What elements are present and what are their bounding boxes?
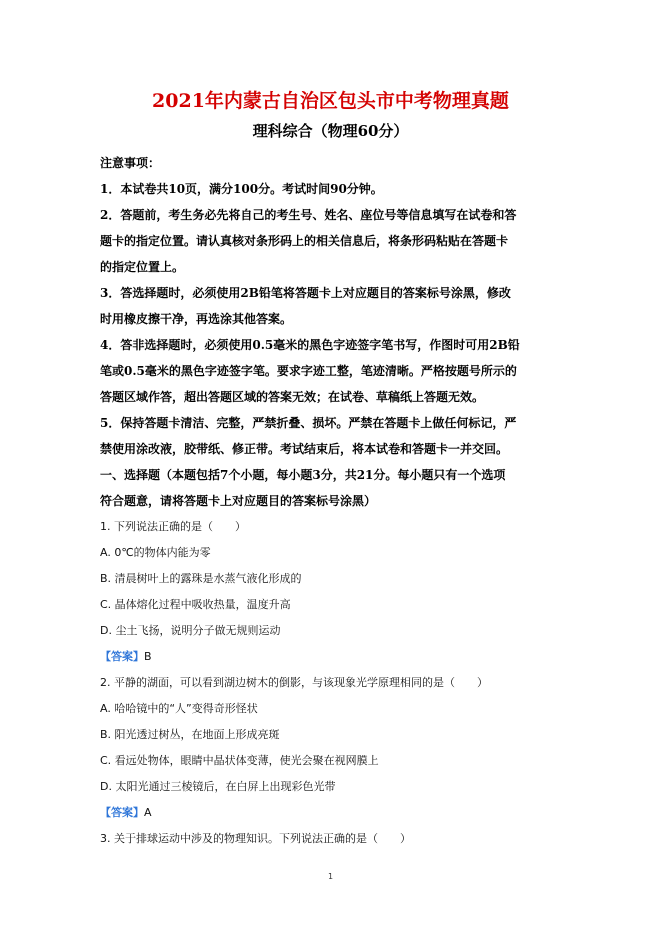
document-title: 2021年内蒙古自治区包头市中考物理真题 [152,90,509,112]
notice-line: 5．保持答题卡清洁、完整，严禁折叠、损坏。严禁在答题卡上做任何标记，严 [100,416,517,430]
notice-line: 禁使用涂改液，胶带纸、修正带。考试结束后，将本试卷和答题卡一并交回。 [100,442,509,456]
answer-line [100,800,570,826]
answer-label: 【答案】 [100,650,144,663]
question-stem: 2. 平静的湖面，可以看到湖边树木的倒影，与该现象光学原理相同的是（ ） [100,676,488,689]
answer-label: 【答案】 [100,806,144,819]
page-number: 1 [327,872,334,881]
answer-value: A [144,806,152,819]
notice-heading: 注意事项： [100,156,161,170]
notice-line: 的指定位置上。 [100,260,185,274]
notice-line: 4．答非选择题时，必须使用0.5毫米的黑色字迹签字笔书写，作图时可用2B铅 [100,338,520,352]
question-option: A. 0℃的物体内能为零 [100,546,211,559]
question-option: D. 尘土飞扬，说明分子做无规则运动 [100,624,281,637]
notice-line: 答题区域作答，超出答题区域的答案无效；在试卷、草稿纸上答题无效。 [100,390,485,404]
notice-line: 题卡的指定位置。请认真核对条形码上的相关信息后，将条形码粘贴在答题卡 [100,234,509,248]
notice-line: 3．答选择题时，必须使用2B铅笔将答题卡上对应题目的答案标号涂黑，修改 [100,286,511,300]
notice-line: 笔或0.5毫米的黑色字迹签字笔。要求字迹工整，笔迹清晰。严格按题号所示的 [100,364,517,378]
question-stem: 3. 关于排球运动中涉及的物理知识。下列说法正确的是（ ） [100,832,411,845]
notice-line: 时用橡皮擦干净，再选涂其他答案。 [100,312,293,326]
section-heading: 一、选择题（本题包括7个小题，每小题3分，共21分。每小题只有一个选项 [100,468,506,482]
question-option: A. 哈哈镜中的“人”变得奇形怪状 [100,702,258,715]
answer-value: B [144,650,152,663]
document-body [100,150,570,852]
question-stem: 1. 下列说法正确的是（ ） [100,520,246,533]
section-heading: 符合题意，请将答题卡上对应题目的答案标号涂黑） [100,494,377,508]
question-option: D. 太阳光通过三棱镜后，在白屏上出现彩色光带 [100,780,336,793]
answer-line [100,644,570,670]
question-option: C. 看远处物体，眼睛中晶状体变薄，使光会聚在视网膜上 [100,754,379,767]
notice-line: 1．本试卷共10页，满分100分。考试时间90分钟。 [100,182,383,196]
document-subtitle: 理科综合（物理60分） [252,122,409,140]
notice-line: 2．答题前，考生务必先将自己的考生号、姓名、座位号等信息填写在试卷和答 [100,208,517,222]
question-option: C. 晶体熔化过程中吸收热量，温度升高 [100,598,291,611]
question-option: B. 阳光透过树丛，在地面上形成亮斑 [100,728,280,741]
question-option: B. 清晨树叶上的露珠是水蒸气液化形成的 [100,572,302,585]
